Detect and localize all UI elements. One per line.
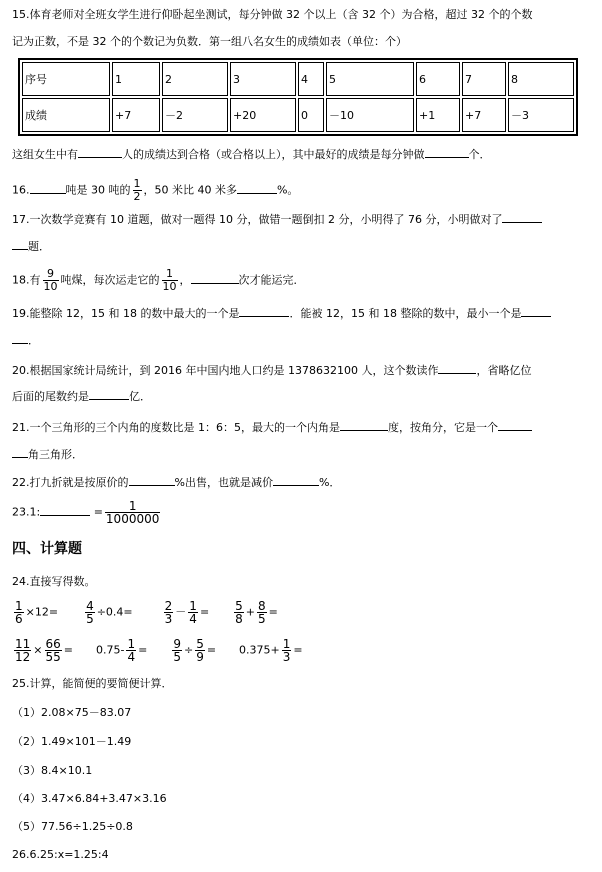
expr-prefix: 0.375+: [239, 643, 280, 657]
q20-text-a: 20.根据国家统计局统计，到 2016 年中国内地人口约是 1378632100 人，这个数读作: [12, 364, 439, 377]
q16-text-b: 吨是 30 吨的: [65, 183, 131, 197]
table-header-cell: 序号: [22, 62, 110, 96]
answer-blank[interactable]: [502, 211, 542, 223]
expr-text: =: [138, 643, 148, 657]
table-cell: +20: [230, 98, 296, 132]
table-cell: 0: [298, 98, 324, 132]
q21-text-c: 角三角形．: [28, 448, 83, 461]
q24-row1: [12, 600, 278, 625]
table-cell: 2: [162, 62, 228, 96]
expr-text: ×12=: [25, 605, 59, 619]
q16-text-d: %。: [276, 183, 299, 197]
fraction: [164, 600, 174, 625]
answer-blank[interactable]: [498, 419, 532, 431]
table-cell: +7: [462, 98, 506, 132]
fraction-numerator: 1: [282, 637, 291, 651]
score-table: [18, 58, 578, 136]
table-row: [22, 98, 574, 132]
q15-text-a: 这组女生中有: [12, 148, 78, 161]
answer-blank[interactable]: [438, 362, 476, 374]
table-header-cell: 成绩: [22, 98, 110, 132]
fraction-numerator: 1: [189, 599, 197, 613]
table-row: [22, 62, 574, 96]
expr-text: =: [206, 643, 217, 657]
answer-blank[interactable]: [30, 182, 66, 194]
q25-item: （4）3.47×6.84+3.47×3.16: [12, 792, 167, 805]
q25-item: （1）2.08×75－83.07: [12, 706, 132, 719]
fraction-numerator: 2: [164, 599, 173, 613]
operator: +: [245, 605, 256, 619]
fraction-numerator: 1: [162, 268, 178, 281]
q20-text-b: ，省略亿位: [476, 364, 532, 377]
fraction-denominator: 5: [258, 612, 266, 626]
fraction-denominator: 55: [45, 650, 61, 664]
fraction-denominator: 5: [86, 612, 94, 626]
table-cell: 6: [416, 62, 460, 96]
q20-text-c: 后面的尾数约是: [12, 390, 89, 403]
table-cell: 7: [462, 62, 506, 96]
q19-text-a: 19.能整除 12，15 和 18 的数中最大的一个是: [12, 307, 240, 320]
fraction-numerator: 1: [15, 599, 23, 613]
fraction-numerator: 5: [196, 637, 204, 651]
table-cell: 4: [298, 62, 324, 96]
q22-text-b: %出售，也就是减价: [174, 476, 273, 489]
q23: [12, 500, 162, 525]
expr-text: =: [63, 643, 73, 657]
fraction-numerator: 1: [133, 177, 141, 190]
q25-item: （5）77.56÷1.25÷0.8: [12, 820, 133, 833]
fraction: [162, 268, 178, 293]
answer-blank[interactable]: [273, 474, 319, 486]
expr-text: ÷0.4=: [96, 605, 133, 619]
fraction-denominator: 12: [15, 650, 31, 664]
operator: ×: [33, 643, 43, 657]
fraction: [14, 638, 31, 663]
expr-text: =: [293, 643, 303, 657]
fraction: [105, 500, 160, 525]
q22-text-c: %．: [318, 476, 341, 489]
fraction-numerator: 1: [105, 500, 160, 513]
fraction-numerator: 9: [43, 268, 59, 281]
q17-text-2: 题．: [28, 240, 50, 253]
expr-text: =: [268, 605, 278, 619]
fraction-denominator: 8: [235, 612, 243, 626]
answer-blank[interactable]: [129, 474, 175, 486]
q15-text-b: 人的成绩达到合格（或合格以上），其中最好的成绩是每分钟做: [122, 148, 425, 161]
answer-blank[interactable]: [12, 238, 28, 250]
q16-text-c: ，50 米比 40 米多: [143, 183, 237, 197]
q25-title: 25.计算，能简便的要简便计算．: [12, 677, 173, 690]
fraction-denominator: 10: [162, 280, 177, 293]
q19-text-c: ．: [28, 334, 39, 347]
q25-item: （2）1.49×101－1.49: [12, 735, 132, 748]
operator: ÷: [183, 643, 194, 657]
fraction-denominator: 4: [127, 650, 136, 664]
fraction-numerator: 5: [235, 599, 243, 613]
fraction-denominator: 3: [282, 650, 291, 664]
q21-line2: [12, 446, 83, 462]
table-cell: +7: [112, 98, 160, 132]
q18-text-b: 吨煤，每次运走它的: [60, 273, 160, 287]
q15-line2: 记为正数，不是 32 个的个数记为负数．第一组八名女生的成绩如表（单位：个）: [12, 35, 407, 48]
q21-text-b: 度，按角分，它是一个: [387, 421, 498, 434]
q25-item: （3）8.4×10.1: [12, 764, 93, 777]
expr-prefix: 0.75-: [96, 643, 125, 657]
expr-text: =: [199, 605, 210, 619]
fraction: [195, 638, 205, 663]
q21-text-a: 21.一个三角形的三个内角的度数比是 1：6：5，最大的一个内角是: [12, 421, 340, 434]
fraction-denominator: 6: [15, 612, 23, 626]
q17-line2: [12, 238, 50, 254]
q23-text-a: 23.1:: [12, 505, 41, 519]
q18-text-d: 次才能运完．: [238, 273, 305, 287]
table-cell: －2: [162, 98, 228, 132]
table-cell: +1: [416, 98, 460, 132]
fraction: [172, 638, 182, 663]
answer-blank[interactable]: [521, 305, 551, 317]
answer-blank[interactable]: [89, 388, 129, 400]
q19-text-b: ．能被 12，15 和 18 整除的数中，最小一个是: [289, 307, 522, 320]
q18: [12, 268, 305, 293]
answer-blank[interactable]: [191, 272, 239, 284]
q19: [12, 305, 551, 321]
q20-text-d: 亿．: [129, 390, 151, 403]
fraction-numerator: 9: [173, 637, 181, 651]
operator: －: [175, 605, 187, 619]
table-cell: 5: [326, 62, 414, 96]
q15-line1: 15.体育老师对全班女学生进行仰卧起坐测试，每分钟做 32 个以上（含 32 个）为合格，超过 32 个的个数: [12, 8, 533, 21]
answer-blank[interactable]: [340, 419, 388, 431]
q22-text-a: 22.打九折就是按原价的: [12, 476, 129, 489]
answer-blank[interactable]: [40, 504, 90, 516]
q22: [12, 474, 340, 490]
table-cell: －3: [508, 98, 574, 132]
fraction: [85, 600, 95, 625]
q15-question: [12, 146, 491, 162]
fraction-numerator: 1: [127, 637, 136, 651]
fraction: [133, 178, 142, 203]
fraction-denominator: 5: [173, 650, 181, 664]
q20-line1: [12, 362, 531, 378]
fraction: [188, 600, 198, 625]
answer-blank[interactable]: [12, 332, 28, 344]
q24-row2: [12, 638, 303, 663]
fraction-denominator: 2: [133, 190, 141, 203]
fraction-denominator: 1000000: [105, 512, 160, 526]
section-title: 四、计算题: [12, 541, 82, 557]
fraction-denominator: 3: [164, 612, 173, 626]
fraction-numerator: 11: [15, 637, 31, 651]
answer-blank[interactable]: [237, 182, 277, 194]
q21-line1: [12, 419, 532, 435]
fraction: [257, 600, 267, 625]
fraction: [14, 600, 24, 625]
q26: 26.6.25:x=1.25:4: [12, 848, 109, 861]
q20-line2: [12, 388, 151, 404]
fraction: [43, 268, 59, 293]
q18-text-a: 18.有: [12, 273, 41, 287]
q17-text: 17.一次数学竞赛有 10 道题，做对一题得 10 分，做错一题倒扣 2 分，小明得了 76 分，小明做对了: [12, 213, 503, 226]
table-cell: 8: [508, 62, 574, 96]
table-cell: 1: [112, 62, 160, 96]
answer-blank[interactable]: [78, 146, 122, 158]
q17-line1: [12, 211, 542, 227]
fraction: [45, 638, 62, 663]
fraction: [234, 600, 244, 625]
fraction-numerator: 8: [258, 599, 266, 613]
q24-title: 24.直接写得数。: [12, 575, 96, 588]
q16-text-a: 16.: [12, 183, 30, 197]
fraction: [126, 638, 136, 663]
answer-blank[interactable]: [239, 305, 289, 317]
answer-blank[interactable]: [12, 446, 28, 458]
table-cell: －10: [326, 98, 414, 132]
q18-text-c: ，: [179, 273, 191, 287]
q15-text-c: 个．: [468, 148, 491, 161]
fraction-denominator: 4: [189, 612, 197, 626]
q16: [12, 178, 298, 203]
answer-blank[interactable]: [425, 146, 469, 158]
q23-equals: =: [93, 505, 103, 519]
q19-line2: [12, 332, 39, 348]
fraction-denominator: 10: [43, 280, 58, 293]
table-cell: 3: [230, 62, 296, 96]
fraction-numerator: 4: [86, 599, 94, 613]
fraction-numerator: 66: [45, 637, 61, 651]
fraction-denominator: 9: [196, 650, 204, 664]
fraction: [282, 638, 292, 663]
